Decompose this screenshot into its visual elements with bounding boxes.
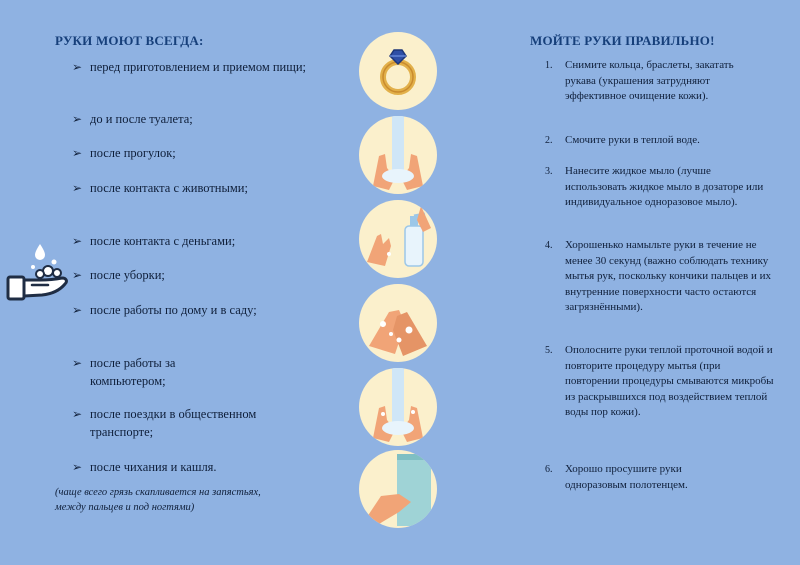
- lathering-hands-icon: [359, 284, 437, 362]
- arrow-bullet-icon: ➢: [72, 268, 83, 282]
- arrow-bullet-icon: ➢: [72, 112, 83, 126]
- washing-hands-icon: [2, 240, 72, 310]
- arrow-bullet-icon: ➢: [72, 234, 83, 248]
- arrow-bullet-icon: ➢: [72, 460, 83, 474]
- water-hands-icon: [359, 116, 437, 194]
- list-item: 3. Нанесите жидкое мыло (лучше использовать жидкое мыло в дозаторе или индивидуальное одноразовое мыло).: [545, 165, 764, 208]
- left-column: [0, 0, 350, 565]
- arrow-bullet-icon: ➢: [72, 407, 83, 421]
- step-1-illustration: [359, 32, 437, 110]
- step-6-illustration: [359, 450, 437, 528]
- rinsing-hands-icon: [359, 368, 437, 446]
- soap-dispenser-icon: [359, 200, 437, 278]
- arrow-bullet-icon: ➢: [72, 181, 83, 195]
- list-item: 1. Снимите кольца, браслеты, закатать рукава (украшения затрудняют эффективное очищение кожи).: [545, 59, 734, 102]
- right-title: МОЙТЕ РУКИ ПРАВИЛЬНО!: [530, 33, 715, 48]
- note-text: (чаще всего грязь скапливается на запястьях, между пальцев и под ногтями): [55, 487, 261, 513]
- list-item: 5. Ополосните руки теплой проточной водой и повторите процедуру мытья (при повторении процедуры смываются микробы из раскрывшихся под воздействием теплой воды пор кожи).: [545, 344, 774, 418]
- list-item: 2. Смочите руки в теплой воде.: [545, 134, 700, 146]
- list-item: ➢ после уборки;: [72, 268, 165, 282]
- illustrations-column: [355, 30, 440, 530]
- list-item: ➢ после чихания и кашля.: [72, 460, 217, 474]
- ring-icon: [359, 32, 437, 110]
- list-item: ➢ после контакта с деньгами;: [72, 234, 236, 248]
- list-item: ➢ после прогулок;: [72, 146, 176, 160]
- arrow-bullet-icon: ➢: [72, 60, 83, 74]
- step-2-illustration: [359, 116, 437, 194]
- arrow-bullet-icon: ➢: [72, 146, 83, 160]
- step-3-illustration: [359, 200, 437, 278]
- list-item: 4. Хорошенько намыльте руки в течение не менее 30 секунд (важно соблюдать технику мытья рук, поскольку кончики пальцев и их внутренние поверхности часто остаются загрязнёнными).: [545, 239, 771, 313]
- list-item: ➢ после поездки в общественном транспорте;: [72, 407, 257, 439]
- arrow-bullet-icon: ➢: [72, 303, 83, 317]
- step-4-illustration: [359, 284, 437, 362]
- list-item: 6. Хорошо просушите руки одноразовым полотенцем.: [545, 463, 688, 491]
- list-item: ➢ после работы за компьютером;: [72, 356, 176, 388]
- towel-hands-icon: [359, 450, 437, 528]
- arrow-bullet-icon: ➢: [72, 356, 83, 370]
- list-item: ➢ до и после туалета;: [72, 112, 193, 126]
- list-item: ➢ перед приготовлением и приемом пищи;: [72, 60, 307, 74]
- list-item: ➢ после работы по дому и в саду;: [72, 303, 257, 317]
- left-title: РУКИ МОЮТ ВСЕГДА:: [55, 33, 204, 48]
- list-item: ➢ после контакта с животными;: [72, 181, 248, 195]
- step-5-illustration: [359, 368, 437, 446]
